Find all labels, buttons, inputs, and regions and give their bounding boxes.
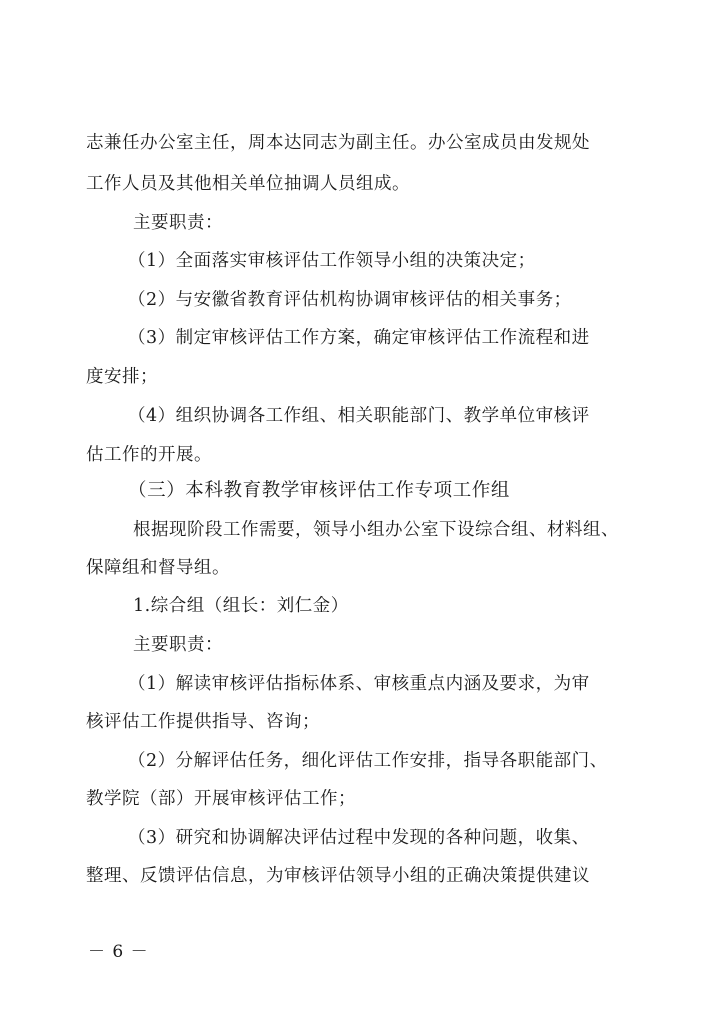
list-item: （3）研究和协调解决评估过程中发现的各种问题，收集、: [128, 828, 590, 848]
text-line: 教学院（部）开展审核评估工作；: [86, 789, 356, 809]
text-line: 志兼任办公室主任，周本达同志为副主任。办公室成员由发规处: [86, 133, 590, 153]
text-line: 核评估工作提供指导、咨询；: [86, 712, 320, 732]
text-line: 估工作的开展。: [86, 445, 212, 465]
list-item: （4）组织协调各工作组、相关职能部门、教学单位审核评: [128, 406, 590, 426]
page-number: － 6 －: [88, 942, 149, 962]
list-item: （1）解读审核评估指标体系、审核重点内涵及要求，为审: [128, 674, 590, 694]
list-item: （2）与安徽省教育评估机构协调审核评估的相关事务；: [128, 290, 572, 310]
subsection-heading: 1.综合组（组长：刘仁金）: [133, 596, 349, 616]
text-line: 整理、反馈评估信息，为审核评估领导小组的正确决策提供建议: [86, 866, 590, 886]
list-item: （2）分解评估任务，细化评估工作安排，指导各职能部门、: [128, 751, 608, 771]
section-label: 主要职责：: [133, 213, 223, 233]
text-line: 度安排；: [86, 367, 158, 387]
text-line: 保障组和督导组。: [86, 558, 230, 578]
list-item: （1）全面落实审核评估工作领导小组的决策决定；: [128, 251, 536, 271]
section-heading: （三）本科教育教学审核评估工作专项工作组: [128, 480, 511, 501]
paragraph-line: 根据现阶段工作需要，领导小组办公室下设综合组、材料组、: [133, 520, 619, 540]
list-item: （3）制定审核评估工作方案，确定审核评估工作流程和进: [128, 328, 590, 348]
text-line: 工作人员及其他相关单位抽调人员组成。: [86, 174, 410, 194]
section-label: 主要职责：: [133, 635, 223, 655]
